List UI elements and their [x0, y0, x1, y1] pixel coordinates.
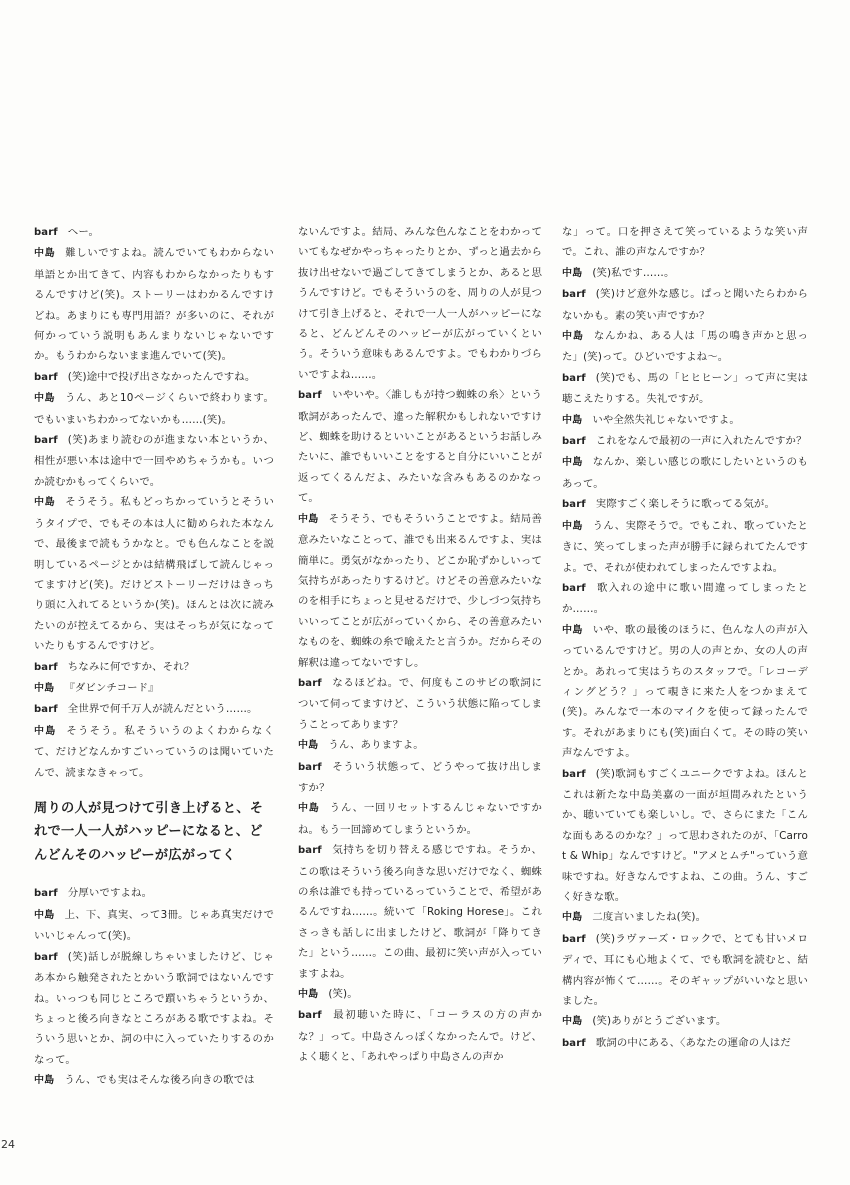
interview-paragraph — [298, 840, 542, 984]
paragraph-text: 全世界で何千万人が読んだという……。 — [67, 703, 258, 716]
interview-paragraph — [562, 929, 808, 1012]
paragraph-text: そうそう、でもそういうことですよ。結局善意みたいなことって、誰でも出来るんですよ、実は簡単に。勇気がなかったり、どこか恥ずかしいって気持ちがあったりするけど。けどその善意みたいなのを相手にちょっと見せるだけで、少しづつ気持ちいいってことが広がっていくから、その善意みたいなものを、蜘蛛の糸で喩えたと言うか。だからその解釈は違ってないですし。 — [298, 512, 542, 669]
interview-paragraph — [34, 492, 274, 656]
speaker-label: barf — [562, 436, 586, 448]
paragraph-text: うん、でも実はそんな後ろ向きの歌では — [64, 1074, 255, 1087]
paragraph-text: いやいや。〈誰しもが持つ蜘蛛の糸〉という歌詞があったんで、違った解釈かもしれないですけど、蜘蛛を助けるといいことがあるというお話しみたいに、誰でもいいことをすると自分にいいことが返ってくるんだよ、みたいな含みもあるのかなって。 — [298, 389, 542, 505]
paragraph-text: 『ダビンチコード』 — [64, 681, 159, 694]
interview-paragraph — [34, 883, 274, 904]
interview-paragraph — [34, 430, 274, 492]
interview-paragraph — [298, 735, 542, 756]
interview-paragraph — [298, 673, 542, 735]
speaker-label: 中島 — [562, 457, 583, 469]
paragraph-text: (笑)私です……。 — [592, 266, 675, 279]
interview-paragraph — [562, 452, 808, 494]
interview-paragraph — [298, 984, 542, 1005]
interview-paragraph — [34, 1070, 274, 1091]
speaker-label: 中島 — [562, 331, 584, 343]
speaker-label: 中島 — [34, 682, 55, 694]
interview-paragraph — [34, 657, 274, 678]
text-column-1 — [34, 222, 274, 1092]
interview-paragraph — [34, 721, 274, 783]
speaker-label: 中島 — [34, 1075, 55, 1087]
interview-paragraph — [34, 947, 274, 1070]
speaker-label: 中島 — [562, 912, 583, 924]
speaker-label: barf — [34, 704, 58, 716]
interview-paragraph — [562, 368, 808, 410]
paragraph-text: そうそう。私そういうのよくわからなくて、だけどなんかすごいっていうのは聞いていたんで、読まなきゃって。 — [34, 724, 274, 779]
speaker-label: 中島 — [34, 909, 55, 921]
speaker-label: barf — [562, 768, 586, 780]
speaker-label: 中島 — [298, 513, 319, 525]
paragraph-text: (笑)。 — [328, 988, 358, 1001]
interview-paragraph — [298, 798, 542, 840]
paragraph-text: 最初聴いた時に、「コーラスの方の声かな？」って。中島さんっぽくなかったんで。けど、よく聴くと、「あれやっぱり中島さんの声か — [298, 1009, 542, 1064]
speaker-label: barf — [562, 372, 586, 384]
interview-paragraph — [562, 284, 808, 326]
paragraph-text: なんかね、ある人は「馬の鳴き声かと思った」(笑)って。ひどいですよね〜。 — [562, 330, 808, 364]
speaker-label: 中島 — [562, 267, 583, 279]
paragraph-text: (笑)でも、馬の「ヒヒヒーン」って声に実は聴こえたりする。失礼ですが。 — [562, 371, 808, 406]
interview-paragraph — [562, 578, 808, 620]
interview-paragraph — [562, 907, 808, 928]
speaker-label: barf — [562, 289, 586, 301]
paragraph-text: うん、一回リセットするんじゃないですかね。もう一回諦めてしまうというか。 — [298, 802, 542, 836]
speaker-label: barf — [562, 582, 586, 594]
paragraph-text: なんか、楽しい感じの歌にしたいというのもあって。 — [562, 456, 808, 490]
paragraph-text: 難しいですよね。読んでいてもわからない単語とか出てきて、内容もわからなかったりもするんですけど(笑)。ストーリーはわかるんですけどね。あまりにも専門用語？が多いのに、それが何かっていう説明もあんまりないじゃないですか。もうわからないまま進んでいて(笑)。 — [34, 247, 274, 363]
interview-paragraph — [562, 222, 808, 263]
interview-paragraph — [298, 385, 542, 508]
paragraph-text: (笑)話しが脱線しちゃいましたけど、じゃあ本から触発されたとかいう歌詞ではないんですね。いっつも同じところで躓いちゃうというか、ちょっと後ろ向きなところがある歌ですよね。そういう思いとか、詞の中に入っていたりするのかなって。 — [34, 950, 274, 1066]
interview-paragraph — [562, 326, 808, 368]
interview-paragraph — [298, 1005, 542, 1067]
interview-paragraph — [562, 1033, 808, 1054]
page-number: 24 — [1, 1138, 15, 1151]
interview-paragraph — [562, 431, 808, 452]
interview-paragraph — [298, 757, 542, 799]
interview-paragraph — [34, 699, 274, 720]
speaker-label: 中島 — [298, 803, 320, 815]
speaker-label: barf — [298, 677, 322, 689]
text-column-3 — [562, 222, 808, 1054]
paragraph-text: うん、ありますよ。 — [328, 739, 424, 752]
interview-paragraph — [298, 509, 542, 673]
paragraph-text: ちなみに何ですか、それ？ — [67, 660, 195, 673]
speaker-label: barf — [298, 1010, 322, 1022]
speaker-label: 中島 — [34, 393, 55, 405]
speaker-label: barf — [562, 499, 586, 511]
interview-paragraph — [34, 367, 274, 388]
speaker-label: barf — [34, 661, 58, 673]
interview-paragraph — [298, 222, 542, 385]
interview-paragraph — [34, 222, 274, 243]
speaker-label: barf — [298, 845, 322, 857]
speaker-label: 中島 — [298, 989, 319, 1001]
speaker-label: barf — [562, 933, 586, 945]
paragraph-text: へー。 — [67, 226, 100, 238]
paragraph-text: 歌入れの途中に歌い間違ってしまったとか……。 — [562, 581, 808, 616]
paragraph-text: (笑)あまり読むのが進まない本というか、相性が悪い本は途中で一回やめちゃうかも。いつか読むかもってくらいで。 — [34, 434, 274, 488]
paragraph-text: (笑)けど意外な感じ。ぱっと聞いたらわからないかも。素の笑い声ですか？ — [562, 288, 808, 322]
speaker-label: barf — [34, 888, 58, 900]
speaker-label: 中島 — [34, 725, 57, 737]
interview-paragraph — [34, 905, 274, 947]
paragraph-text: 実際すごく楽しそうに歌ってる気が。 — [595, 498, 775, 511]
speaker-label: 中島 — [562, 414, 583, 426]
paragraph-text: (笑)ラヴァーズ・ロックで、とても甘いメロディで、耳にも心地よくて、でも歌詞を読むと、結構内容が怖くて……。そのギャップがいいなと思いました。 — [562, 932, 808, 1008]
paragraph-text: 上、下、真実、って3冊。じゃあ真実だけでいいじゃんって(笑)。 — [34, 908, 274, 943]
paragraph-text: うん、あと10ページくらいで終わります。でもいまいちわかってないかも……(笑)。 — [34, 392, 274, 426]
interview-paragraph — [562, 410, 808, 431]
speaker-label: 中島 — [562, 520, 583, 532]
speaker-label: 中島 — [34, 497, 56, 509]
text-column-2 — [298, 222, 542, 1068]
paragraph-text: な」って。口を押さえて笑っているような笑い声で。これ、誰の声なんですか？ — [562, 226, 808, 259]
paragraph-text: 気持ちを切り替える感じですね。そうか、この歌はそういう後ろ向きな思いだけでなく、蜘蛛の糸は誰でも持っているっていうことで、希望があるんですね……。続いて「Roking Horese」。これさっきも話しに出ましたけど、歌詞が「降りてきた」という……。この曲、最初に笑い声が入っていますよね。 — [298, 844, 542, 980]
speaker-label: 中島 — [298, 740, 319, 752]
paragraph-text: (笑)途中で投げ出さなかったんですね。 — [67, 370, 256, 383]
interview-paragraph — [562, 516, 808, 578]
interview-paragraph — [562, 494, 808, 515]
speaker-label: 中島 — [34, 248, 56, 260]
speaker-label: 中島 — [562, 1016, 583, 1028]
speaker-label: barf — [34, 371, 58, 383]
interview-paragraph — [562, 1011, 808, 1032]
interview-paragraph — [34, 243, 274, 366]
paragraph-text: いや全然失礼じゃないですよ。 — [592, 413, 740, 426]
paragraph-text: うん、実際そうで。でもこれ、歌っていたときに、笑ってしまった声が勝手に録られてたんですよ。で、それが使われてしまったんですよね。 — [562, 519, 808, 574]
speaker-label: barf — [34, 951, 58, 963]
speaker-label: 中島 — [562, 624, 583, 636]
interview-paragraph — [562, 263, 808, 284]
paragraph-text: (笑)ありがとうございます。 — [592, 1015, 727, 1028]
paragraph-text: 二度言いましたね(笑)。 — [592, 911, 707, 924]
paragraph-text: ないんですよ。結局、みんな色んなことをわかっていてもなぜかやっちゃったりとか、ずっと過去から抜け出せないで過ごしてきてしまうとか、あると思うんですけど。でもそういうのを、周りの人が見つけて引き上げると、それで一人一人がハッピーになると、どんどんそのハッピーが広がっていくという。そういう意味もあるんですよ。でもわかりづらいですよね……。 — [298, 226, 542, 381]
paragraph-text: そうそう。私もどっちかっていうとそういうタイプで、でもその本は人に勧められた本なんで、最後まで読もうかなと。でも色んなことを説明しているページとかは結構飛ばして読んじゃってますけど(笑)。だけどストーリーだけはきっちり頭に入れてるというか(笑)。ほんとは次に読みたいのが控えてるから、実はそっちが気になっていたりもするんですけど。 — [34, 496, 274, 653]
speaker-label: barf — [34, 435, 58, 447]
interview-paragraph — [34, 388, 274, 430]
interview-paragraph — [562, 764, 808, 908]
speaker-label: barf — [562, 1037, 586, 1049]
paragraph-text: (笑)歌詞もすごくユニークですよね。ほんとこれは新たな中島美嘉の一面が垣間みれたというか、聴いていても楽しいし。で、さらにまた「こんな面もあるのかな？」って思わされたのが、「Carrot & Whip」なんですけど。"アメとムチ"っていう意味ですね。好きなんですよね、この曲。うん、すごく好きな歌。 — [562, 767, 808, 903]
paragraph-text: これをなんで最初の一声に入れたんですか？ — [595, 435, 807, 448]
paragraph-text: いや、歌の最後のほうに、色んな人の声が入っているんですけど。男の人の声とか、女の人の声とか。あれって実はうちのスタッフで。「レコーディングどう？」って覗きに来た人をつかまえて(笑)。みんなで一本のマイクを使って録ったんです。それがあまりにも(笑)面白くて。その時の笑い声なんですよ。 — [562, 623, 808, 760]
paragraph-text: 歌詞の中にある、〈あなたの運命の人はだ — [595, 1036, 791, 1049]
interview-paragraph — [34, 678, 274, 699]
section-heading: 周りの人が見つけて引き上げると、それで一人一人がハッピーになると、どんどんそのハッピーが広がってく — [34, 800, 264, 863]
speaker-label: barf — [34, 227, 58, 238]
paragraph-text: そういう状態って、どうやって抜け出しますか？ — [298, 760, 542, 794]
paragraph-text: 分厚いですよね。 — [67, 887, 153, 900]
interview-paragraph — [562, 620, 808, 764]
speaker-label: barf — [298, 761, 322, 773]
speaker-label: barf — [298, 390, 322, 402]
paragraph-text: なるほどね。で、何度もこのサビの歌詞について伺ってますけど、こういう状態に陥ってしまうことってあります？ — [298, 676, 542, 731]
